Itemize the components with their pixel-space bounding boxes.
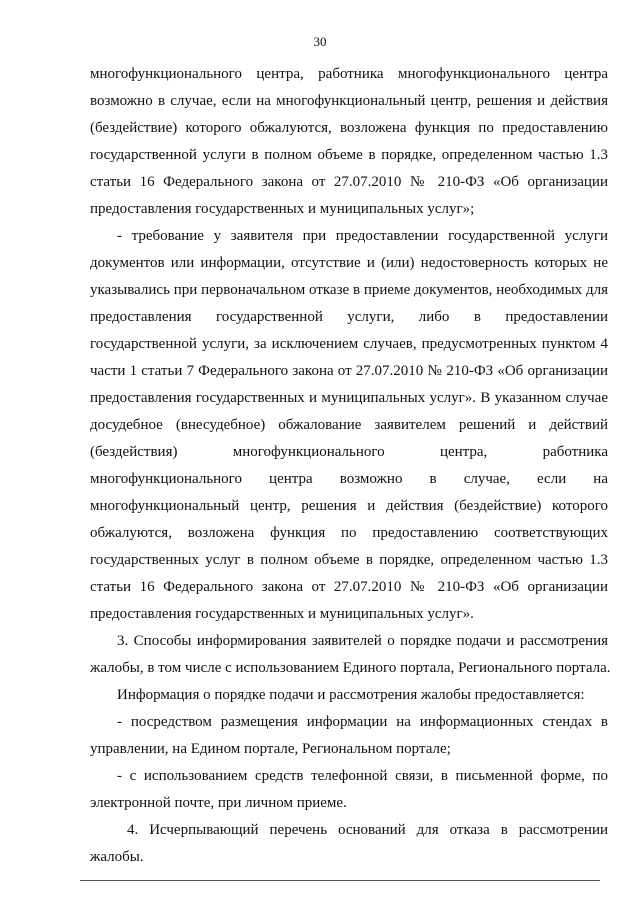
footer-rule <box>80 880 600 881</box>
text-line: досудебное (внесудебное) обжалование заявителем решений и действий <box>90 417 608 433</box>
text-line: документов или информации, отсутствие и (или) недостоверность которых не <box>90 255 608 271</box>
text-line: части 1 статьи 7 Федерального закона от 27.07.2010 № 210-ФЗ «Об организации <box>90 363 608 379</box>
text-line: государственной услуги, за исключением случаев, предусмотренных пунктом 4 <box>90 336 608 352</box>
text-line: многофункционального центра, работника многофункционального центра <box>90 66 608 82</box>
text-line: статьи 16 Федерального закона от 27.07.2010 № 210-ФЗ «Об организации <box>90 579 608 595</box>
text-line: обжалуются, возложена функция по предоставлению соответствующих <box>90 525 608 541</box>
text-line: управлении, на Едином портале, Региональном портале; <box>90 741 451 757</box>
text-line: жалобы, в том числе с использованием Единого портала, Регионального портала. <box>90 660 611 676</box>
text-line: статьи 16 Федерального закона от 27.07.2010 № 210-ФЗ «Об организации <box>90 174 608 190</box>
text-line: многофункционального центра возможно в случае, если на <box>90 471 608 487</box>
text-line: - с использованием средств телефонной связи, в письменной форме, по <box>117 768 608 784</box>
text-line: указывались при первоначальном отказе в приеме документов, необходимых для <box>90 282 608 298</box>
page-number: 30 <box>313 34 327 49</box>
text-line: государственной услуги в полном объеме в порядке, определенном частью 1.3 <box>90 147 608 163</box>
text-line: Информация о порядке подачи и рассмотрения жалобы предоставляется: <box>117 687 585 703</box>
text-line: (бездействие) которого обжалуются, возложена функция по предоставлению <box>90 120 608 136</box>
text-line: предоставления государственных и муниципальных услуг». В указанном случае <box>90 390 608 406</box>
text-line: возможно в случае, если на многофункциональный центр, решения и действия <box>90 93 608 109</box>
text-line: предоставления государственных и муниципальных услуг»; <box>90 201 475 217</box>
text-line: электронной почте, при личном приеме. <box>90 795 347 811</box>
text-line: (бездействия) многофункционального центра, работника <box>90 444 608 460</box>
text-line: - требование у заявителя при предоставлении государственной услуги <box>117 228 608 244</box>
text-line: 3. Способы информирования заявителей о порядке подачи и рассмотрения <box>117 633 608 649</box>
text-line: - посредством размещения информации на информационных стендах в <box>117 714 608 730</box>
text-line: предоставления государственной услуги, либо в предоставлении <box>90 309 608 325</box>
text-line: предоставления государственных и муниципальных услуг». <box>90 606 474 622</box>
text-line: 4. Исчерпывающий перечень оснований для отказа в рассмотрении <box>127 822 608 838</box>
text-line: государственных услуг в полном объеме в порядке, определенном частью 1.3 <box>90 552 608 568</box>
text-line: жалобы. <box>90 849 144 865</box>
text-line: многофункциональный центр, решения и действия (бездействие) которого <box>90 498 608 514</box>
